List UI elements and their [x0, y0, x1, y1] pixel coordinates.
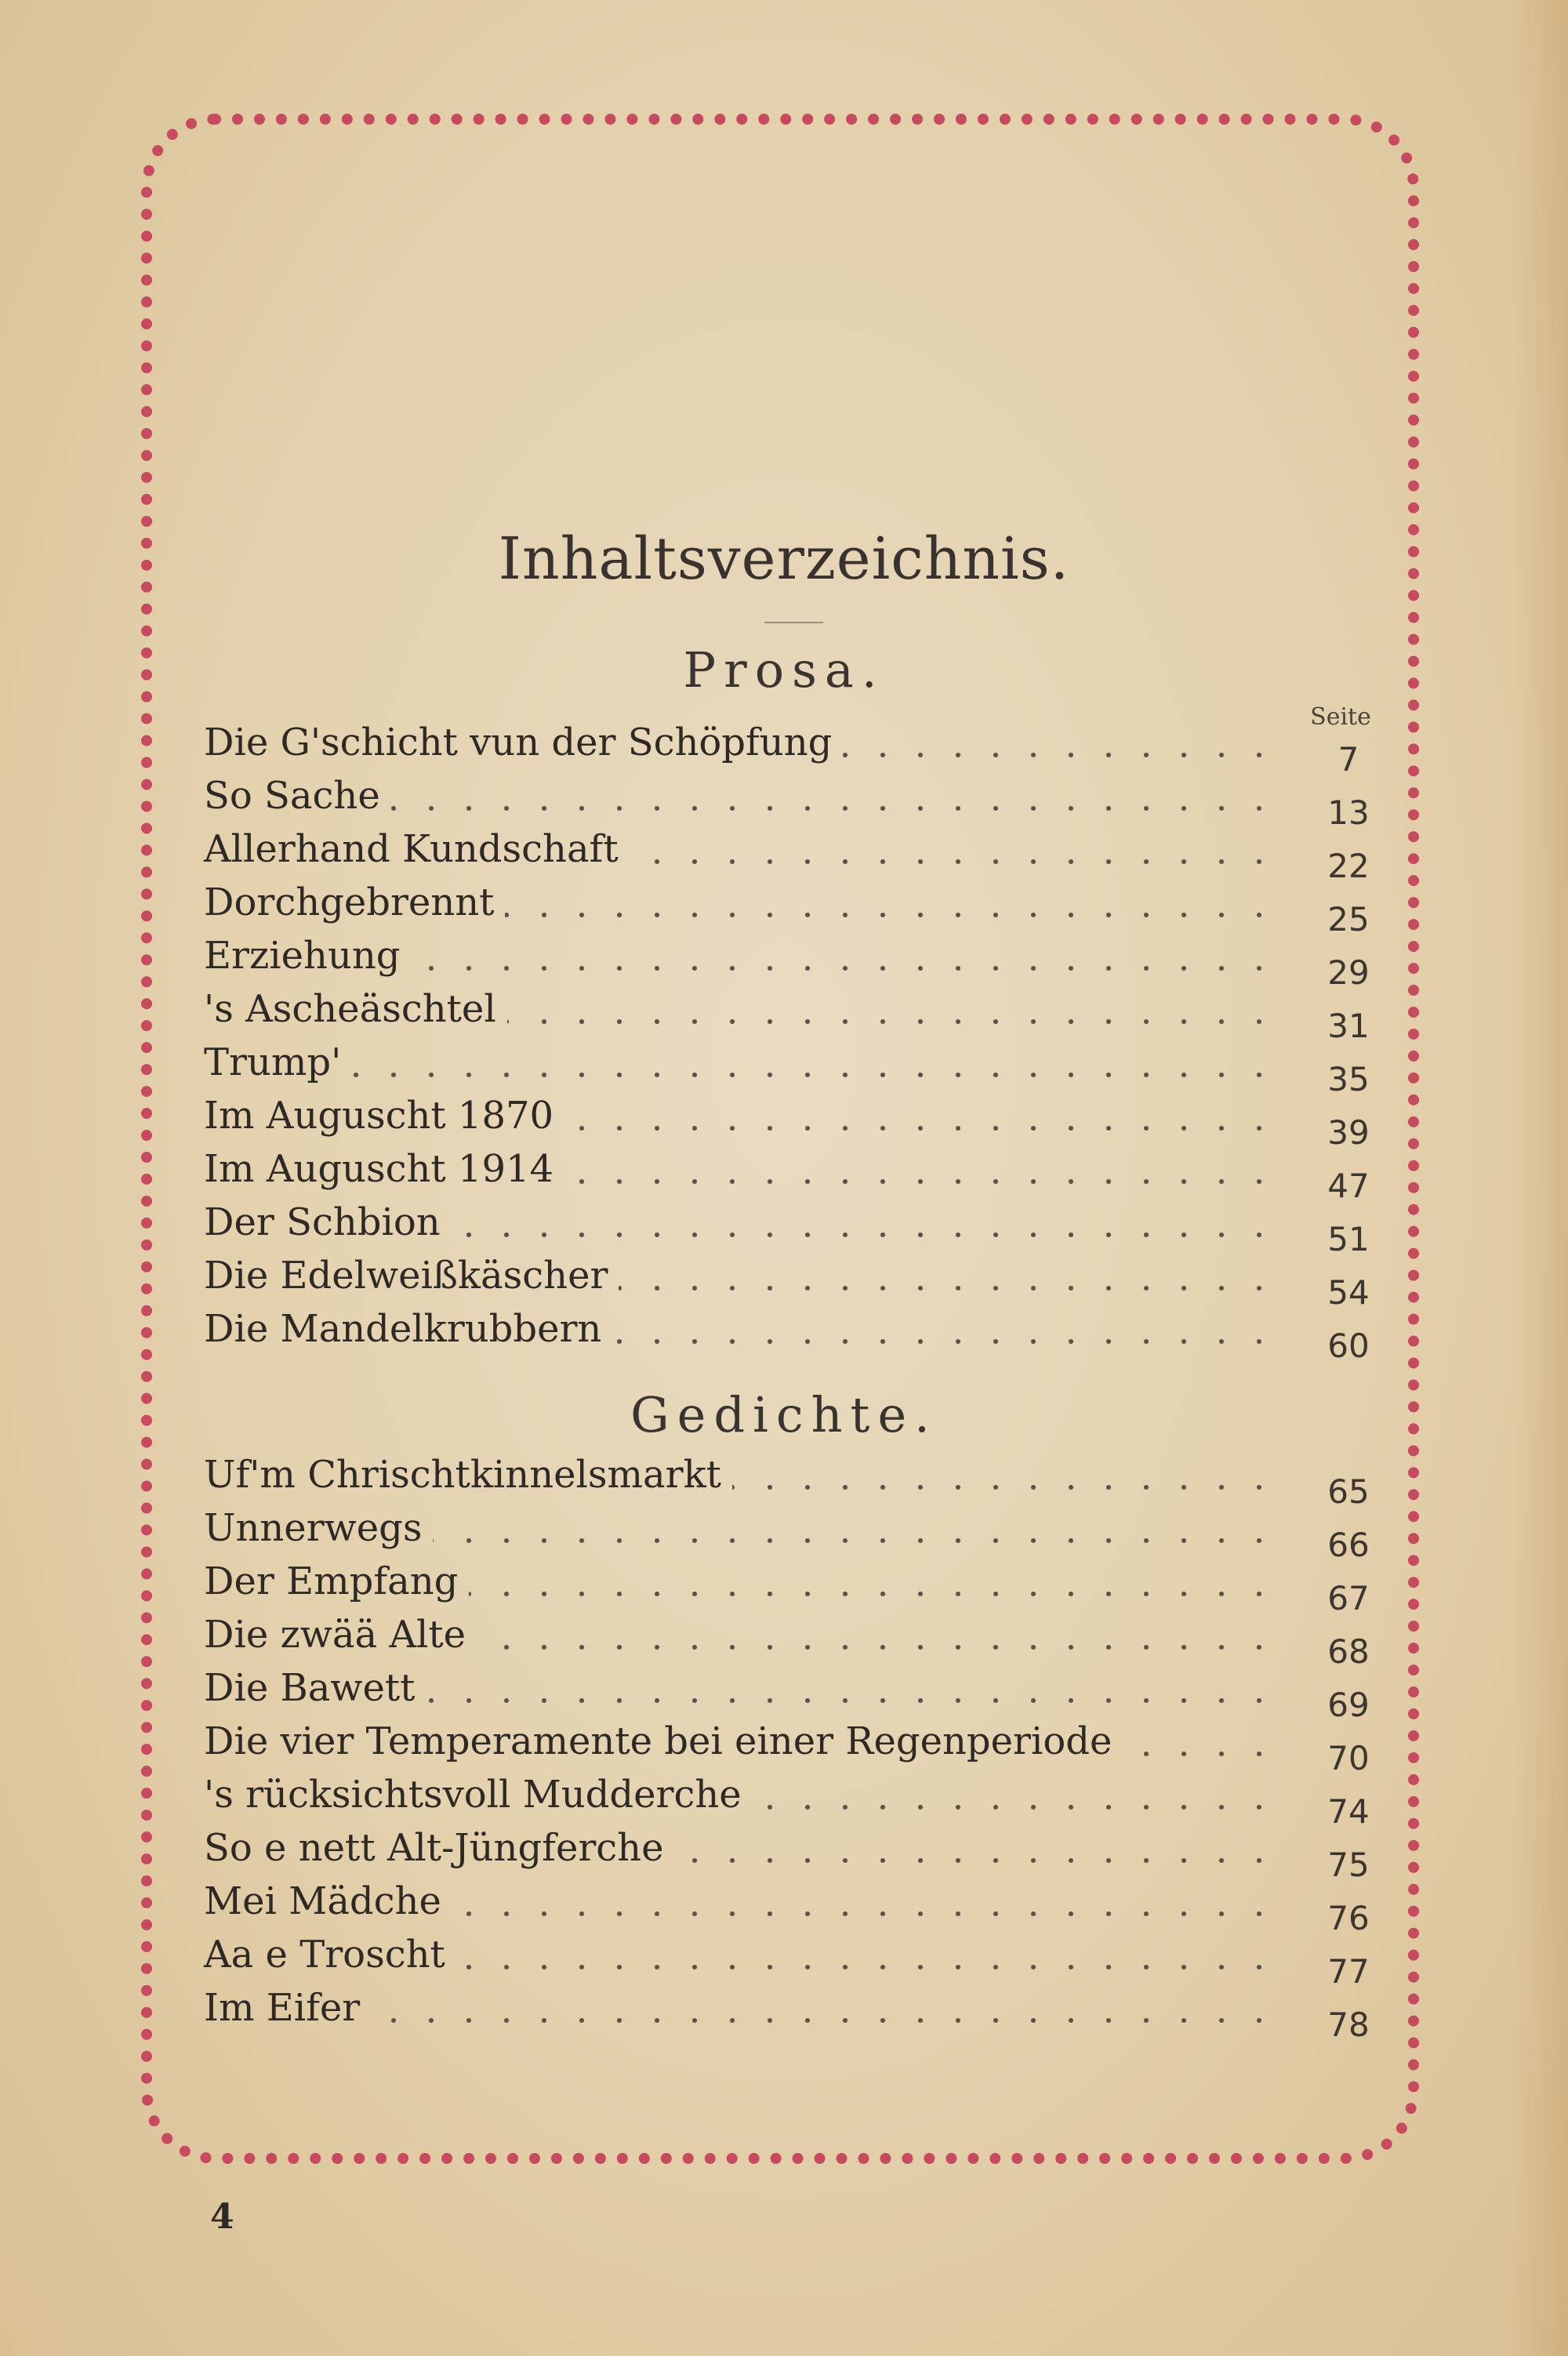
dot-leader	[732, 1485, 1278, 1490]
toc-entry-title: Im Auguscht 1914	[204, 1147, 554, 1191]
dot-leader	[564, 1179, 1278, 1184]
toc-entry-page: 25	[1327, 900, 1370, 938]
dot-leader	[564, 1126, 1278, 1131]
dot-leader	[352, 1073, 1278, 1077]
toc-entry-page: 68	[1327, 1632, 1370, 1671]
page-number: 4	[210, 2197, 234, 2237]
page-edge-shadow	[1513, 0, 1568, 2356]
dot-leader	[456, 1965, 1278, 1969]
title-divider	[764, 622, 823, 623]
toc-entry	[204, 771, 1396, 832]
page-title: Inhaltsverzeichnis.	[498, 525, 1070, 593]
dot-leader	[619, 1286, 1278, 1291]
toc-entry-title: Unnerwegs	[204, 1506, 423, 1550]
dot-leader	[412, 966, 1278, 971]
dot-leader	[507, 1019, 1278, 1024]
toc-entry-page: 67	[1327, 1579, 1370, 1617]
toc-entry	[204, 1198, 1396, 1258]
toc-entry-title: So Sache	[204, 774, 380, 818]
toc-entry-page: 13	[1327, 793, 1370, 832]
toc-entry	[204, 1984, 1396, 2044]
dot-leader	[469, 1592, 1278, 1596]
dot-leader	[843, 753, 1278, 757]
toc-entry-page: 77	[1327, 1952, 1370, 1991]
dot-leader	[433, 1538, 1278, 1543]
toc-entry	[204, 1251, 1396, 1312]
toc-entry-title: Mei Mädche	[204, 1879, 441, 1923]
toc-entry-title: 's rücksichtsvoll Mudderche	[204, 1773, 742, 1817]
toc-entry-title: Der Empfang	[204, 1559, 459, 1603]
toc-entry-title: Die Edelweißkäscher	[204, 1254, 608, 1298]
dot-leader	[371, 2018, 1278, 2023]
toc-entry	[204, 1145, 1396, 1205]
toc-entry-title: 's Ascheäschtel	[204, 987, 496, 1031]
toc-entry-page: 22	[1327, 847, 1370, 885]
dot-leader	[391, 806, 1278, 811]
toc-entry-page: 70	[1327, 1739, 1370, 1777]
toc-entry-page: 29	[1327, 953, 1370, 992]
toc-entry	[204, 825, 1396, 885]
toc-entry-title: Die Mandelkrubbern	[204, 1307, 602, 1351]
toc-entry	[204, 1610, 1396, 1671]
toc-entry	[204, 1717, 1396, 1777]
toc-entry	[204, 1664, 1396, 1724]
toc-entry	[204, 985, 1396, 1045]
toc-entry	[204, 931, 1396, 992]
toc-entry-title: Im Auguscht 1870	[204, 1094, 554, 1138]
toc-entry	[204, 1038, 1396, 1098]
dot-leader	[452, 1232, 1278, 1237]
toc-entry-page: 31	[1327, 1007, 1370, 1045]
toc-entry-title: Die Bawett	[204, 1666, 416, 1710]
toc-entry	[204, 1450, 1396, 1511]
toc-entry-page: 66	[1327, 1526, 1370, 1564]
page-column-label: Seite	[1310, 703, 1371, 731]
dot-leader	[630, 859, 1278, 864]
toc-entry-page: 39	[1327, 1113, 1370, 1152]
toc-entry-page: 75	[1327, 1846, 1370, 1884]
dot-leader	[753, 1805, 1278, 1810]
toc-entry	[204, 1770, 1396, 1831]
section-heading-prosa: Prosa.	[683, 641, 885, 699]
toc-entry-title: Erziehung	[204, 934, 401, 978]
toc-entry-page: 54	[1327, 1273, 1370, 1312]
toc-entry-page: 69	[1327, 1686, 1370, 1724]
toc-entry	[204, 1504, 1396, 1564]
toc-entry-title: Die G'schicht vun der Schöpfung	[204, 721, 833, 764]
toc-entry	[204, 1305, 1396, 1365]
toc-entry-title: Im Eifer	[204, 1986, 361, 2030]
toc-entry	[204, 1877, 1396, 1937]
toc-entry-page: 76	[1327, 1899, 1370, 1937]
toc-entry-title: Die vier Temperamente bei einer Regenperiode	[204, 1719, 1112, 1763]
toc-entry-title: Der Schbion	[204, 1200, 441, 1244]
toc-entry-title: Uf'm Chrischtkinnelsmarkt	[204, 1453, 721, 1497]
toc-entry	[204, 718, 1396, 779]
toc-entry	[204, 878, 1396, 938]
toc-entry-title: Allerhand Kundschaft	[204, 827, 619, 871]
toc-entry-page: 65	[1327, 1472, 1370, 1511]
dot-leader	[675, 1858, 1278, 1863]
toc-entry-page: 7	[1338, 740, 1359, 779]
toc-entry-page: 60	[1327, 1327, 1370, 1365]
toc-entry-page: 47	[1327, 1167, 1370, 1205]
toc-entry	[204, 1824, 1396, 1884]
dot-leader	[477, 1645, 1278, 1650]
dot-leader	[452, 1911, 1278, 1916]
toc-entry-title: Die zwää Alte	[204, 1613, 466, 1657]
toc-entry-title: Trump'	[204, 1040, 342, 1084]
dot-leader	[1123, 1752, 1278, 1756]
toc-entry-title: Aa e Troscht	[204, 1933, 445, 1977]
toc-entry-page: 35	[1327, 1060, 1370, 1098]
toc-entry-page: 78	[1327, 2006, 1370, 2044]
dot-leader	[612, 1339, 1278, 1344]
toc-entry-title: Dorchgebrennt	[204, 880, 495, 924]
dot-leader	[505, 913, 1278, 917]
section-heading-gedichte: Gedichte.	[630, 1386, 938, 1443]
toc-entry	[204, 1557, 1396, 1617]
toc-entry	[204, 1930, 1396, 1991]
toc-entry-page: 51	[1327, 1220, 1370, 1258]
toc-entry	[204, 1091, 1396, 1152]
toc-entry-title: So e nett Alt-Jüngferche	[204, 1826, 664, 1870]
dot-leader	[426, 1698, 1278, 1703]
toc-entry-page: 74	[1327, 1792, 1370, 1831]
